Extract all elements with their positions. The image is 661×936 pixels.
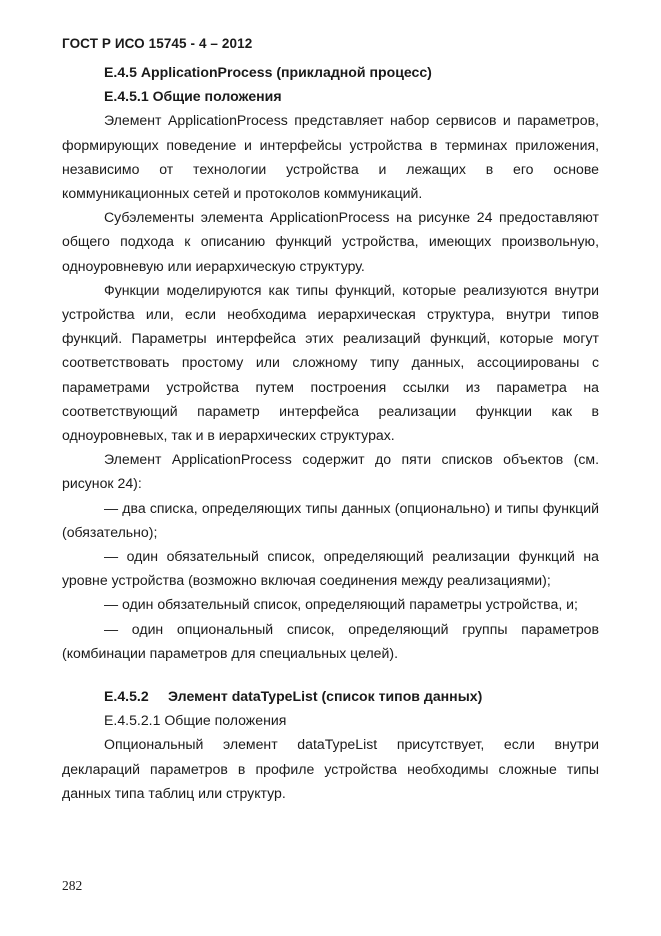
section-heading-e451: Е.4.5.1 Общие положения: [104, 88, 282, 105]
section-title-e452: Элемент dataTypeList (список типов данных): [168, 688, 483, 705]
section-heading-e45: Е.4.5 ApplicationProcess (прикладной процесс): [104, 64, 432, 80]
list-item: — два списка, определяющих типы данных (опционально) и типы функций (обязательно);: [62, 499, 599, 540]
list-item: — один обязательный список, определяющий реализации функций на уровне устройства (возможно включая соединения между реализациями);: [62, 548, 599, 589]
paragraph-4: Элемент ApplicationProcess содержит до пяти списков объектов (см. рисунок 24):: [62, 451, 599, 492]
paragraph-1: Элемент ApplicationProcess представляет набор сервисов и параметров, формирующих поведение и интерфейсы устройства в терминах приложения, независимо от технологии устройства и лежащих в его основе коммуникационных сетей и протоколов коммуникаций.: [62, 112, 599, 202]
paragraph-3: Функции моделируются как типы функций, которые реализуются внутри устройства или, если необходима иерархическая структура, внутри типов функций. Параметры интерфейса этих реализаций функций, которые могут соответствовать простому или сложному типу данных, ассоциированы с параметрами устройства путем построения ссылки из параметра на соответствующий параметр интерфейса реализации функции как в одноуровневых, так и в иерархических структурах.: [62, 281, 599, 444]
page-content: [62, 60, 599, 805]
standard-header: ГОСТ Р ИСО 15745 - 4 – 2012: [62, 36, 253, 51]
paragraph-2: Субэлементы элемента ApplicationProcess на рисунке 24 предоставляют общего подхода к описанию функций устройства, имеющих произвольную, одноуровневую или иерархическую структуру.: [62, 209, 599, 274]
section-heading-e4521: Е.4.5.2.1 Общие положения: [104, 712, 287, 729]
list-item: — один обязательный список, определяющий параметры устройства, и;: [104, 596, 578, 613]
list-item: — один опциональный список, определяющий группы параметров (комбинации параметров для специальных целей).: [62, 620, 599, 661]
section-number-e452: Е.4.5.2: [104, 688, 149, 705]
paragraph-5: Опциональный элемент dataTypeList присутствует, если внутри деклараций параметров в профиле устройства необходимы сложные типы данных типа таблиц или структур.: [62, 736, 599, 801]
section-heading-e452: [62, 684, 599, 708]
page-number: 282: [62, 878, 83, 893]
